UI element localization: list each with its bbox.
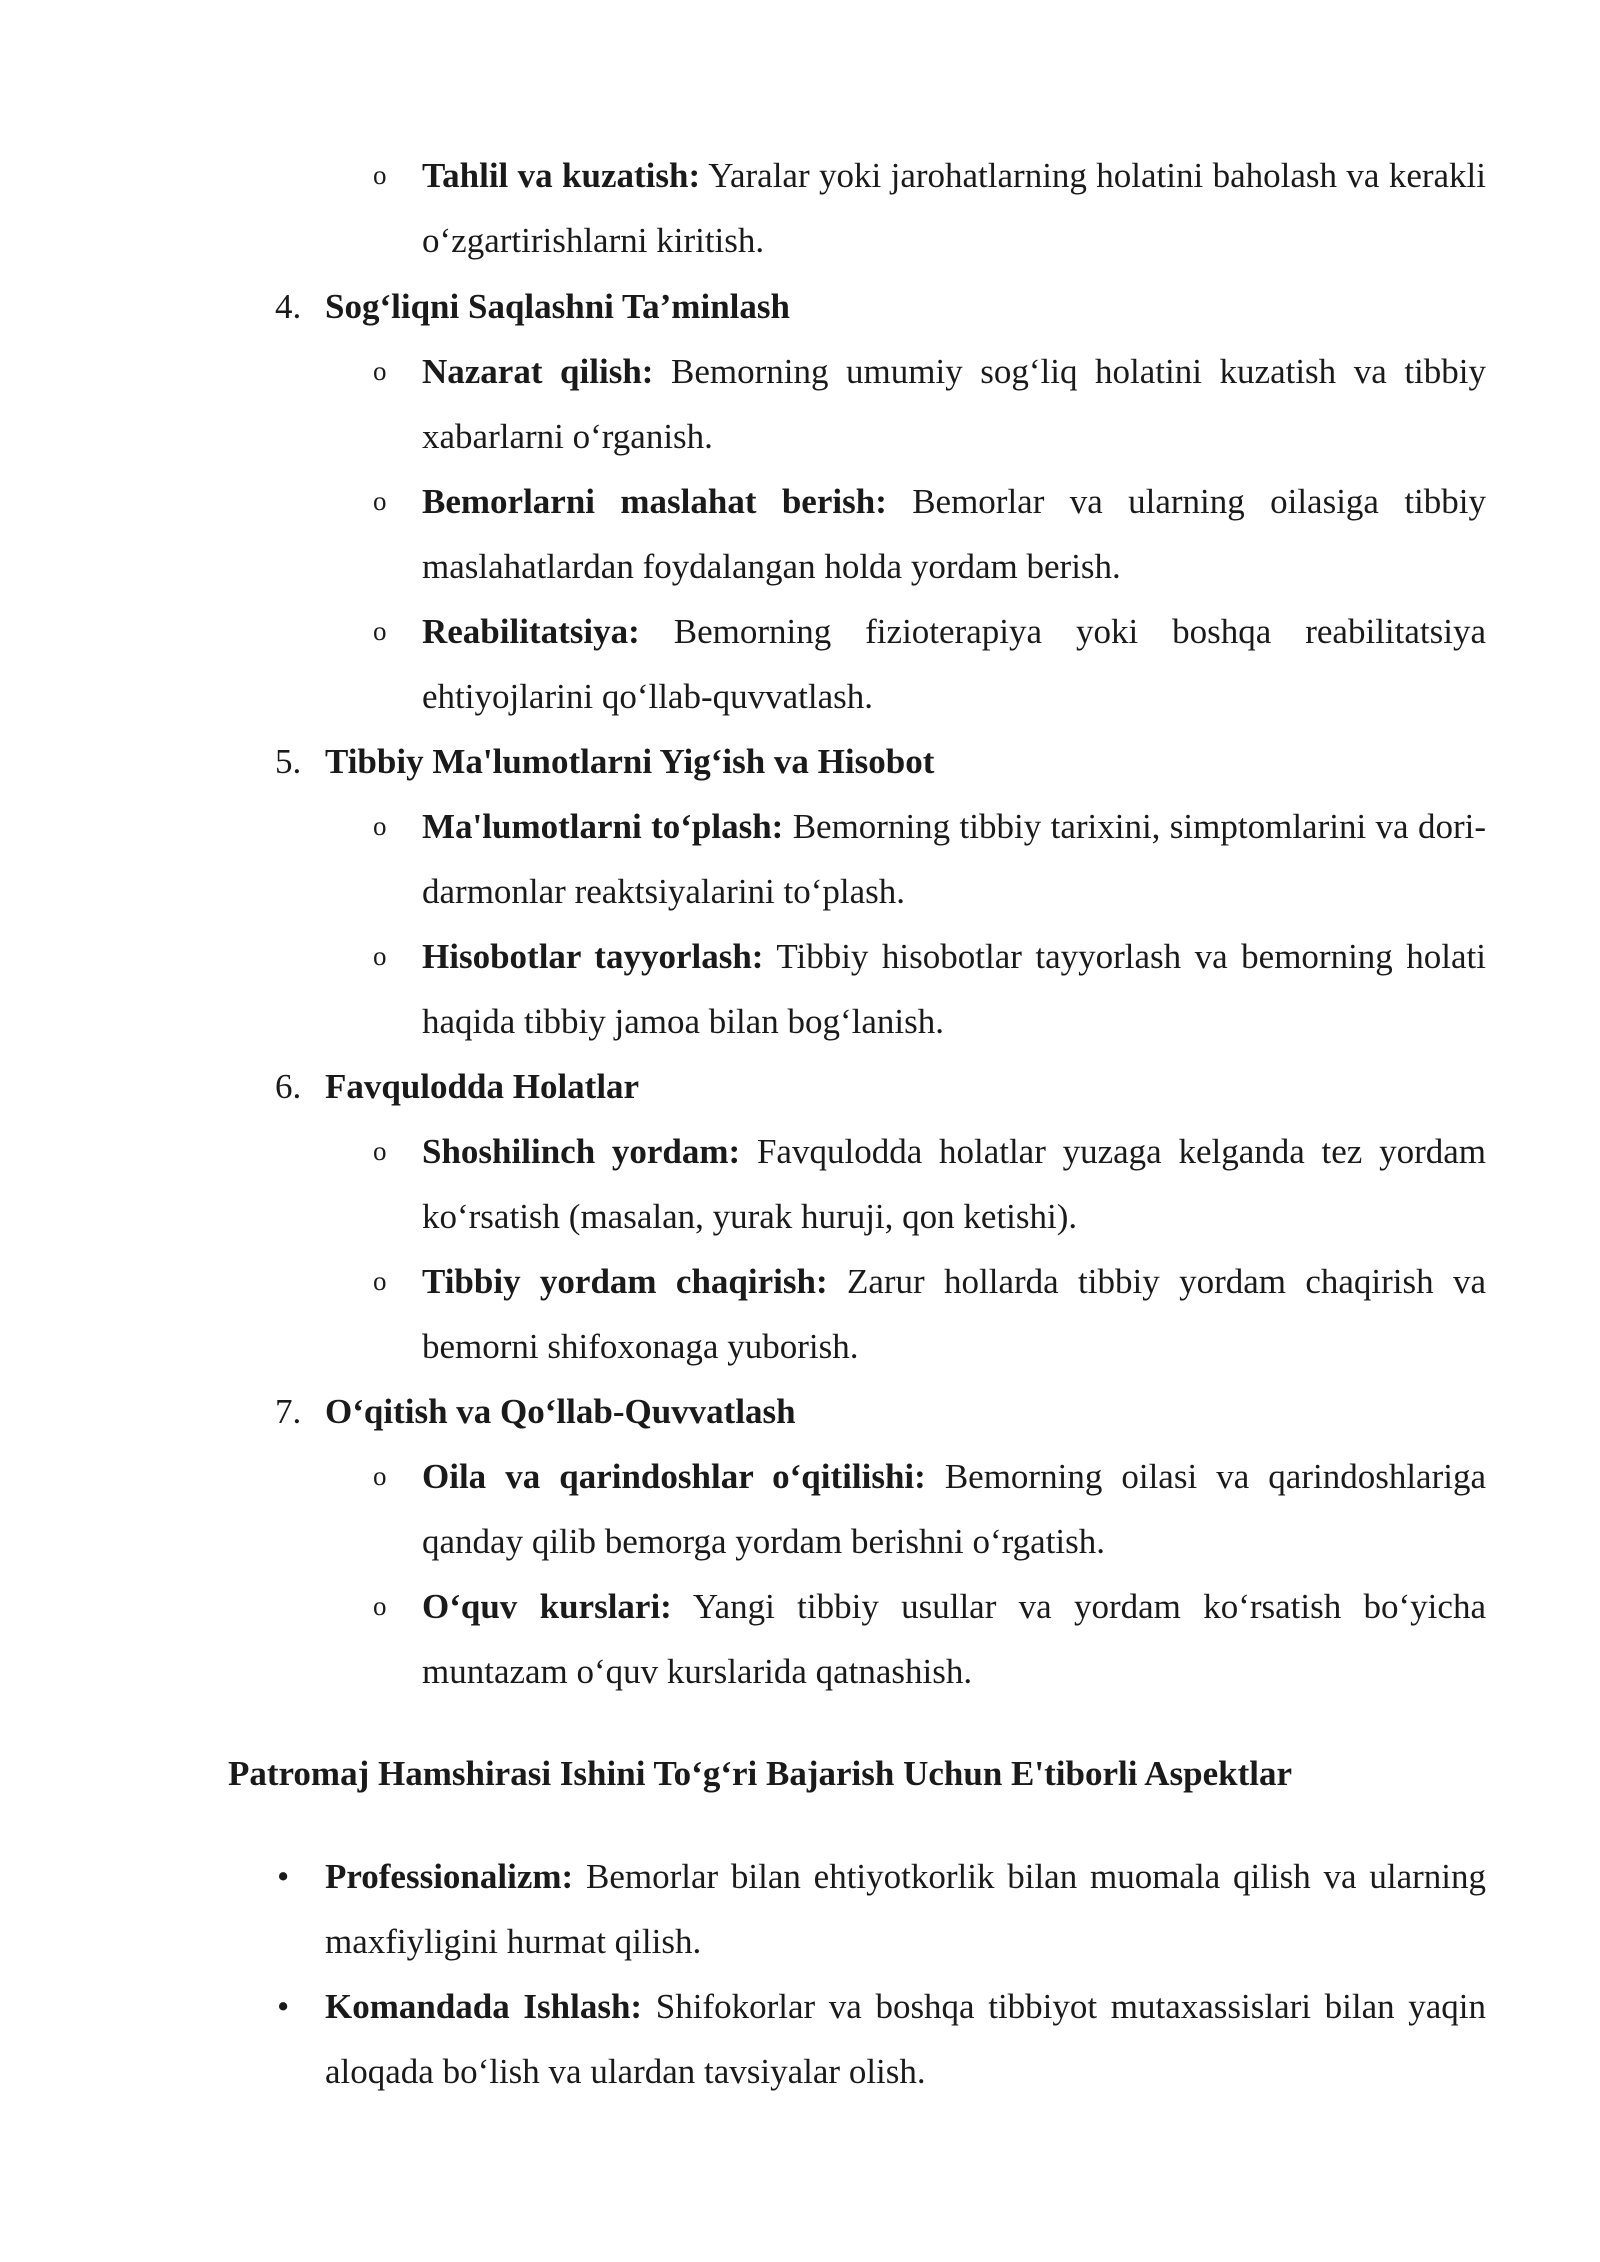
- sub-bullet-marker: o: [373, 1591, 387, 1621]
- list-item: [422, 1574, 1486, 1704]
- list-item: [422, 1249, 1486, 1379]
- item-text: Bemorning fizioterapiya yoki boshqa reabilitatsiya ehtiyojlarini qo‘llab-quvvatlash.: [422, 612, 1486, 716]
- item-term: Komandada Ishlash:: [325, 1987, 643, 2026]
- section-heading: Tibbiy Ma'lumotlarni Yig‘ish va Hisobot: [325, 742, 935, 781]
- item-text: Yangi tibbiy usullar va yordam ko‘rsatish bo‘yicha muntazam o‘quv kurslarida qatnashish.: [422, 1587, 1486, 1691]
- item-text: Tibbiy hisobotlar tayyorlash va bemorning holati haqida tibbiy jamoa bilan bog‘lanish.: [422, 937, 1486, 1041]
- item-text: Shifokorlar va boshqa tibbiyot mutaxassislari bilan yaqin aloqada bo‘lish va ulardan tavsiyalar olish.: [325, 1987, 1487, 2091]
- list-item: [422, 469, 1486, 599]
- list-item: [422, 599, 1486, 729]
- bullet-marker: •: [277, 1857, 290, 1896]
- section-heading: Favqulodda Holatlar: [325, 1067, 640, 1106]
- aspects-section-title: Patromaj Hamshirasi Ishini To‘g‘ri Bajarish Uchun E'tiborli Aspektlar: [228, 1754, 1293, 1793]
- list-item: [422, 143, 1486, 273]
- sub-bullet-marker: o: [373, 941, 387, 971]
- list-item: [325, 1844, 1486, 1974]
- item-term: Nazarat qilish:: [422, 352, 654, 391]
- item-term: O‘quv kurslari:: [422, 1587, 672, 1626]
- item-term: Oila va qarindoshlar o‘qitilishi:: [422, 1457, 926, 1496]
- sub-bullet-marker: o: [373, 811, 387, 841]
- item-text: Favqulodda holatlar yuzaga kelganda tez yordam ko‘rsatish (masalan, yurak huruji, qon ketishi).: [422, 1132, 1487, 1236]
- section-number: 5.: [275, 742, 302, 781]
- sub-bullet-marker: o: [373, 616, 387, 646]
- sub-bullet-marker: o: [373, 1461, 387, 1491]
- list-item: [422, 1119, 1486, 1249]
- item-text: Bemorning tibbiy tarixini, simptomlarini va dori-darmonlar reaktsiyalarini to‘plash.: [422, 807, 1486, 911]
- item-term: Ma'lumotlarni to‘plash:: [422, 807, 784, 846]
- item-term: Hisobotlar tayyorlash:: [422, 937, 764, 976]
- item-text: Bemorlar va ularning oilasiga tibbiy maslahatlardan foydalangan holda yordam berish.: [422, 482, 1486, 586]
- list-item: [422, 924, 1486, 1054]
- item-term: Bemorlarni maslahat berish:: [422, 482, 887, 521]
- sub-bullet-marker: o: [373, 1266, 387, 1296]
- sub-bullet-marker: o: [373, 356, 387, 386]
- bullet-marker: •: [277, 1987, 290, 2026]
- sub-bullet-marker: o: [373, 160, 387, 190]
- section-heading: Sog‘liqni Saqlashni Ta’minlash: [325, 287, 790, 326]
- section-number: 7.: [275, 1392, 302, 1431]
- item-term: Professionalizm:: [325, 1857, 574, 1896]
- item-text: Bemorlar bilan ehtiyotkorlik bilan muomala qilish va ularning maxfiyligini hurmat qilish.: [325, 1857, 1486, 1961]
- item-term: Tahlil va kuzatish:: [422, 156, 701, 195]
- list-item: [422, 1444, 1486, 1574]
- section-number: 4.: [275, 287, 302, 326]
- sub-bullet-marker: o: [373, 1136, 387, 1166]
- item-term: Reabilitatsiya:: [422, 612, 640, 651]
- item-text: Zarur hollarda tibbiy yordam chaqirish va bemorni shifoxonaga yuborish.: [422, 1262, 1486, 1366]
- item-term: Tibbiy yordam chaqirish:: [422, 1262, 828, 1301]
- section-number: 6.: [275, 1067, 302, 1106]
- sub-bullet-marker: o: [373, 486, 387, 516]
- item-term: Shoshilinch yordam:: [422, 1132, 741, 1171]
- list-item: [422, 339, 1486, 469]
- list-item: [422, 794, 1486, 924]
- item-text: Bemorning umumiy sog‘liq holatini kuzatish va tibbiy xabarlarni o‘rganish.: [422, 352, 1486, 456]
- section-heading: O‘qitish va Qo‘llab-Quvvatlash: [325, 1392, 796, 1431]
- list-item: [325, 1974, 1486, 2104]
- item-text: Bemorning oilasi va qarindoshlariga qanday qilib bemorga yordam berishni o‘rgatish.: [422, 1457, 1486, 1561]
- item-text: Yaralar yoki jarohatlarning holatini baholash va kerakli o‘zgartirishlarni kiritish.: [422, 156, 1486, 260]
